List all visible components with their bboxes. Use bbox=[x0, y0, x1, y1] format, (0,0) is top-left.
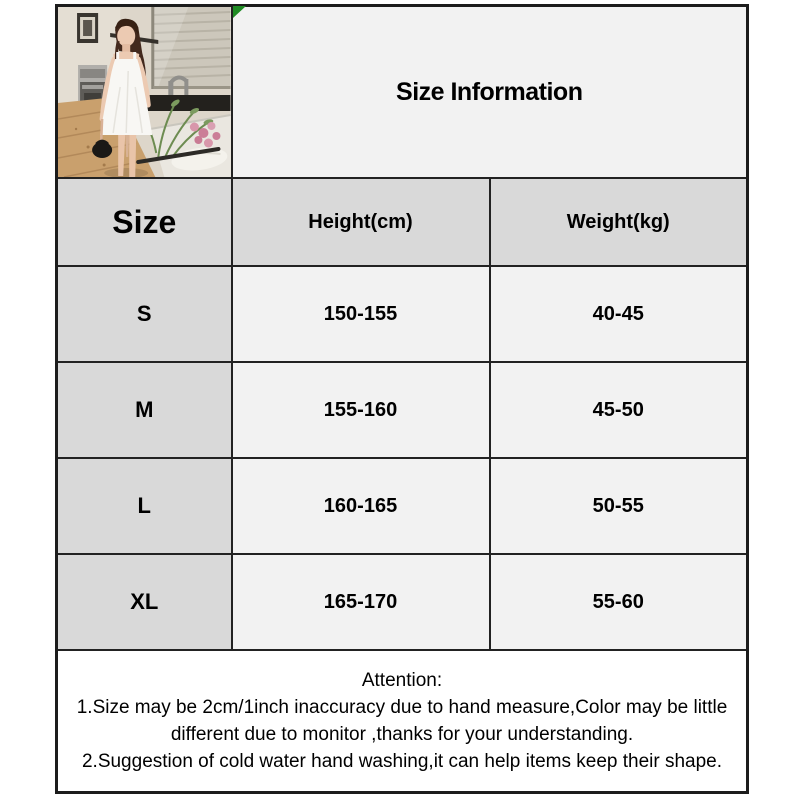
attention-line-1: 1.Size may be 2cm/1inch inaccuracy due to hand measure,Color may be little different due to monitor ,thanks for your understanding. bbox=[76, 696, 728, 745]
table-row bbox=[57, 554, 748, 650]
column-header-weight: Weight(kg) bbox=[490, 178, 748, 266]
table-row bbox=[57, 266, 748, 362]
height-value-l: 160-165 bbox=[232, 458, 490, 554]
weight-value-l: 50-55 bbox=[490, 458, 748, 554]
size-information-table bbox=[55, 4, 749, 794]
attention-note bbox=[57, 650, 748, 792]
size-label-s: S bbox=[57, 266, 232, 362]
height-value-s: 150-155 bbox=[232, 266, 490, 362]
product-photo bbox=[58, 7, 231, 177]
height-value-xl: 165-170 bbox=[232, 554, 490, 650]
attention-line-2: 2.Suggestion of cold water hand washing,it can help items keep their shape. bbox=[81, 750, 723, 772]
size-label-l: L bbox=[57, 458, 232, 554]
weight-value-xl: 55-60 bbox=[490, 554, 748, 650]
size-label-xl: XL bbox=[57, 554, 232, 650]
page-title: Size Information bbox=[396, 77, 583, 106]
table-row bbox=[57, 458, 748, 554]
height-value-m: 155-160 bbox=[232, 362, 490, 458]
attention-heading: Attention: bbox=[361, 669, 443, 691]
weight-value-s: 40-45 bbox=[490, 266, 748, 362]
weight-value-m: 45-50 bbox=[490, 362, 748, 458]
table-row bbox=[57, 362, 748, 458]
title-cell bbox=[232, 6, 748, 179]
product-photo-cell bbox=[57, 6, 232, 179]
column-header-size: Size bbox=[57, 178, 232, 266]
size-label-m: M bbox=[57, 362, 232, 458]
green-corner-accent bbox=[233, 6, 246, 18]
column-header-height: Height(cm) bbox=[232, 178, 490, 266]
